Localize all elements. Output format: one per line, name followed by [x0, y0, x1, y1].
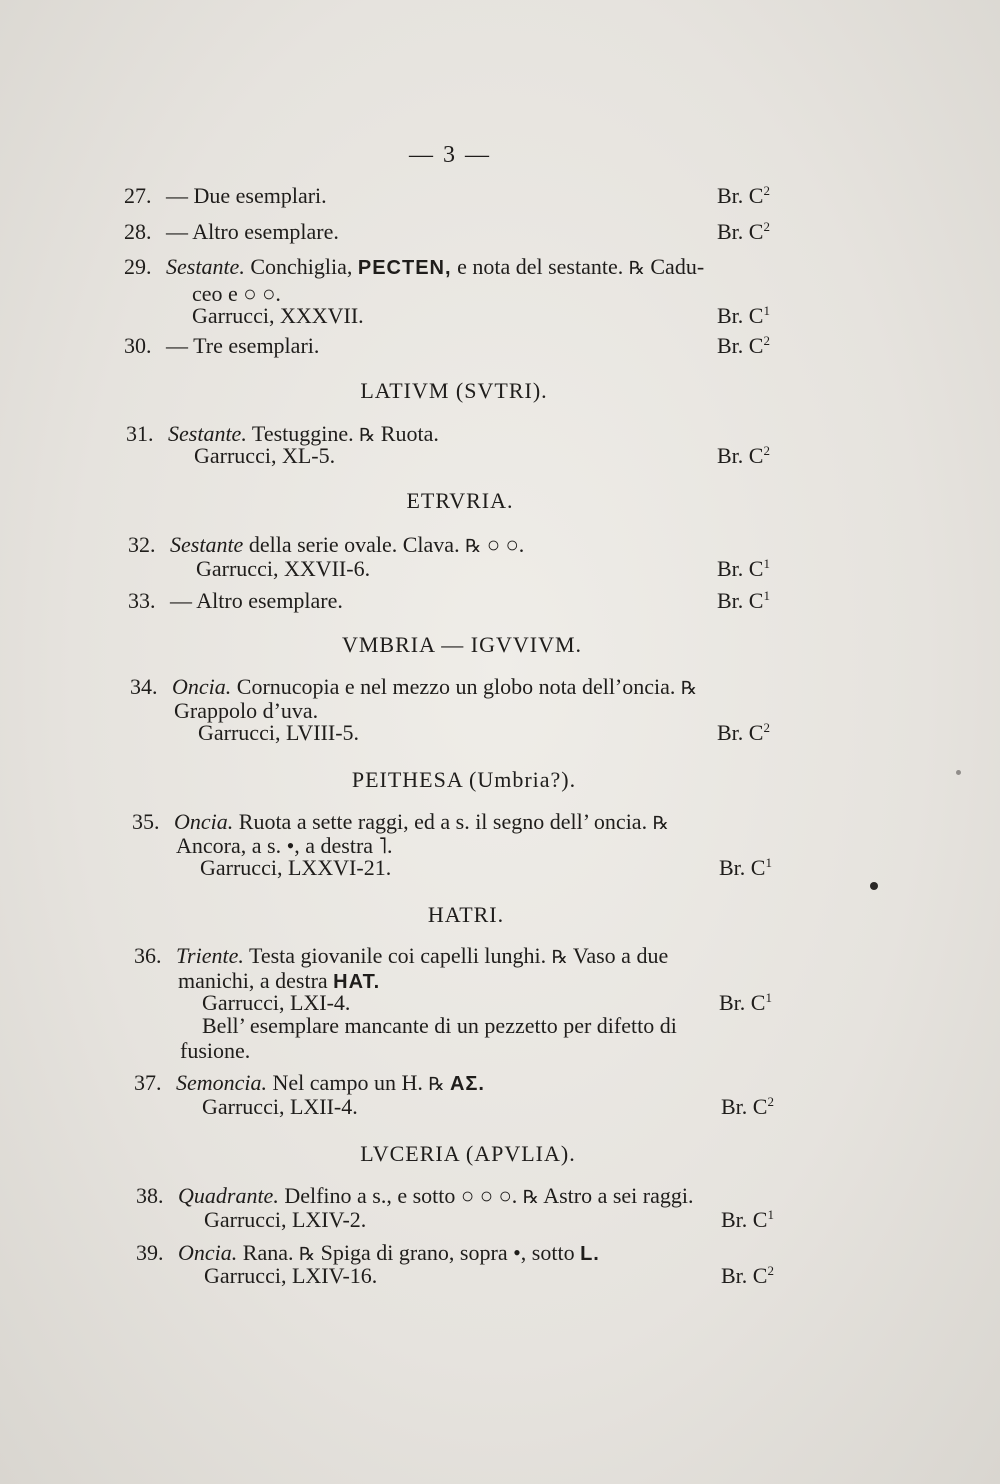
scanned-page: — 3 — 27. — Due esemplari. Br. $C^2$ 28. — Altro esemplare. Br. $C^2$ 29. Sestante. Conchiglia, PECTEN, e nota del sestante. ℞ Cadu- ceo e ○ ○. Garrucci, XXXVII. Br. $C^1$ 30. — Tre esemplari. Br. $C^2$ LATIVM (SVTRI). 31. Sestante. Testuggine. ℞ Ruota. Garrucci, XL-5. Br. $C^2$ ETRVRIA. 32. Sestante della serie ovale. Clava. ℞ ○ ○. Garrucci, XXVII-6. Br. $C^1$ 33. — Altro esemplare. Br. $C^1$ VMBRIA — IGVVIVM. 34. Oncia. Cornucopia e nel mezzo un globo nota dell’oncia. ℞ Grappolo d’uva. Garrucci, LVIII-5. Br. $C^2$ PEITHESA (Umbria?). 35. Oncia. Ruota a sette raggi, ed a s. il segno dell’ oncia. ℞ Ancora, a s. •, a destra ˥. Garrucci, LXXVI-21. Br. $C^1$ HATRI. 36. Triente. Testa giovanile coi capelli lunghi. ℞ Vaso a due manichi, a destra HAT. Garrucci, LXI-4. Br. $C^1$ Bell’ esemplare mancante di un pezzetto per difetto di fusione. 37. Semoncia. Nel campo un H. ℞ ΑΣ. Garrucci, LXII-4. Br. $C^2$ LVCERIA (APVLIA). 38. Quadrante. Delfino a s., e sotto ○ ○ ○. ℞ Astro a sei raggi. Garrucci, LXIV-2. Br. $C^1$ 39. Oncia. Rana. ℞ Spiga di grano, sopra •, sotto L. Garrucci, LXIV-16. Br. $C^2$ [0, 0, 1000, 1484]
entry-term: Triente. [176, 943, 244, 968]
catalog-ref: Br. $C^2$ [717, 720, 770, 745]
entry-term: Sestante. [166, 254, 245, 279]
catalog-ref: Br. $C^2$ [721, 1263, 774, 1288]
entry-number: 37. [134, 1070, 162, 1095]
inscription: HAT. [333, 971, 381, 993]
inscription: L. [580, 1243, 600, 1265]
section-heading: VMBRIA — IGVVIVM. [341, 632, 583, 657]
garrucci-ref: Garrucci, LXXVI-21. [200, 855, 392, 880]
entry-term: Oncia. [174, 809, 234, 834]
inscription: PECTEN, [357, 257, 452, 279]
entry-text: Oncia. Ruota a sette raggi, ed a s. il segno dell’ oncia. ℞ [174, 809, 669, 834]
entry-text: Sestante della serie ovale. Clava. ℞ ○ ○. [170, 532, 525, 557]
garrucci-ref: Garrucci, XL-5. [194, 443, 336, 468]
entry-number: 34. [130, 674, 158, 699]
entry-number: 39. [136, 1240, 164, 1265]
entry-term: Oncia. [172, 674, 232, 699]
entry-text: Triente. Testa giovanile coi capelli lunghi. ℞ Vaso a due [176, 943, 669, 968]
entry-text: Sestante. Conchiglia, PECTEN, e nota del sestante. ℞ Cadu- [166, 254, 705, 279]
catalog-ref: Br. $C^1$ [717, 556, 770, 581]
catalog-ref: Br. $C^1$ [719, 855, 772, 880]
entry-text: Semoncia. Nel campo un H. ℞ ΑΣ. [176, 1070, 485, 1095]
reverse-symbol: ℞ [465, 536, 482, 556]
entry-number: 36. [134, 943, 162, 968]
entry-text: — Tre esemplari. [166, 333, 320, 358]
entry-number: 31. [126, 421, 154, 446]
entry-number: 38. [136, 1183, 164, 1208]
reverse-symbol: ℞ [428, 1074, 445, 1094]
catalog-ref: Br. $C^1$ [717, 588, 770, 613]
reverse-symbol: ℞ [359, 425, 376, 445]
paper-speck [870, 882, 878, 890]
entry-text: — Altro esemplare. [170, 588, 343, 613]
inscription: ΑΣ. [449, 1073, 485, 1095]
entry-number: 32. [128, 532, 156, 557]
garrucci-ref: Garrucci, LXIV-16. [204, 1263, 378, 1288]
entry-text: Oncia. Rana. ℞ Spiga di grano, sopra •, sotto L. [178, 1240, 600, 1265]
reverse-symbol: ℞ [522, 1187, 539, 1207]
garrucci-ref: Garrucci, LXIV-2. [204, 1207, 367, 1232]
entry-term: Quadrante. [178, 1183, 279, 1208]
catalog-ref: Br. $C^1$ [721, 1207, 774, 1232]
reverse-symbol: ℞ [680, 678, 698, 698]
entry-term: Sestante [170, 532, 244, 557]
entry-text: — Altro esemplare. [166, 219, 339, 244]
entry-number: 33. [128, 588, 156, 613]
entry-number: 29. [124, 254, 152, 279]
garrucci-ref: Garrucci, LVIII-5. [198, 720, 360, 745]
reverse-symbol: ℞ [628, 258, 645, 278]
catalog-ref: Br. $C^1$ [719, 990, 772, 1015]
entry-text: Oncia. Cornucopia e nel mezzo un globo nota dell’oncia. ℞ [172, 674, 698, 699]
paper-speck [956, 770, 961, 775]
section-heading: LVCERIA (APVLIA). [360, 1141, 576, 1166]
entry-number: 35. [132, 809, 160, 834]
catalog-ref: Br. $C^2$ [717, 183, 770, 208]
section-heading: ETRVRIA. [406, 488, 514, 513]
entry-text: Sestante. Testuggine. ℞ Ruota. [168, 421, 439, 446]
reverse-symbol: ℞ [551, 947, 568, 967]
reverse-symbol: ℞ [298, 1244, 316, 1264]
entry-term: Sestante. [168, 421, 247, 446]
garrucci-ref: Garrucci, XXXVII. [192, 303, 364, 328]
catalog-ref: Br. $C^2$ [717, 333, 770, 358]
catalog-ref: Br. $C^1$ [717, 303, 770, 328]
catalog-ref: Br. $C^2$ [717, 219, 770, 244]
section-heading: PEITHESA (Umbria?). [351, 767, 577, 792]
entry-term: Oncia. [178, 1240, 238, 1265]
garrucci-ref: Garrucci, LXI-4. [202, 990, 351, 1015]
garrucci-ref: Garrucci, LXII-4. [202, 1094, 358, 1119]
entry-number: 30. [124, 333, 152, 358]
entry-number: 27. [124, 183, 152, 208]
section-heading: HATRI. [427, 902, 505, 927]
entry-text: — Due esemplari. [166, 183, 327, 208]
catalog-ref: Br. $C^2$ [717, 443, 770, 468]
entry-number: 28. [124, 219, 152, 244]
catalog-ref: Br. $C^2$ [721, 1094, 774, 1119]
entry-text: Quadrante. Delfino a s., e sotto ○ ○ ○. ℞ Astro a sei raggi. [178, 1183, 694, 1208]
reverse-symbol: ℞ [652, 813, 669, 833]
entry-term: Semoncia. [176, 1070, 268, 1095]
page-number: — 3 — [409, 142, 491, 168]
garrucci-ref: Garrucci, XXVII-6. [196, 556, 371, 581]
section-heading: LATIVM (SVTRI). [360, 378, 548, 403]
